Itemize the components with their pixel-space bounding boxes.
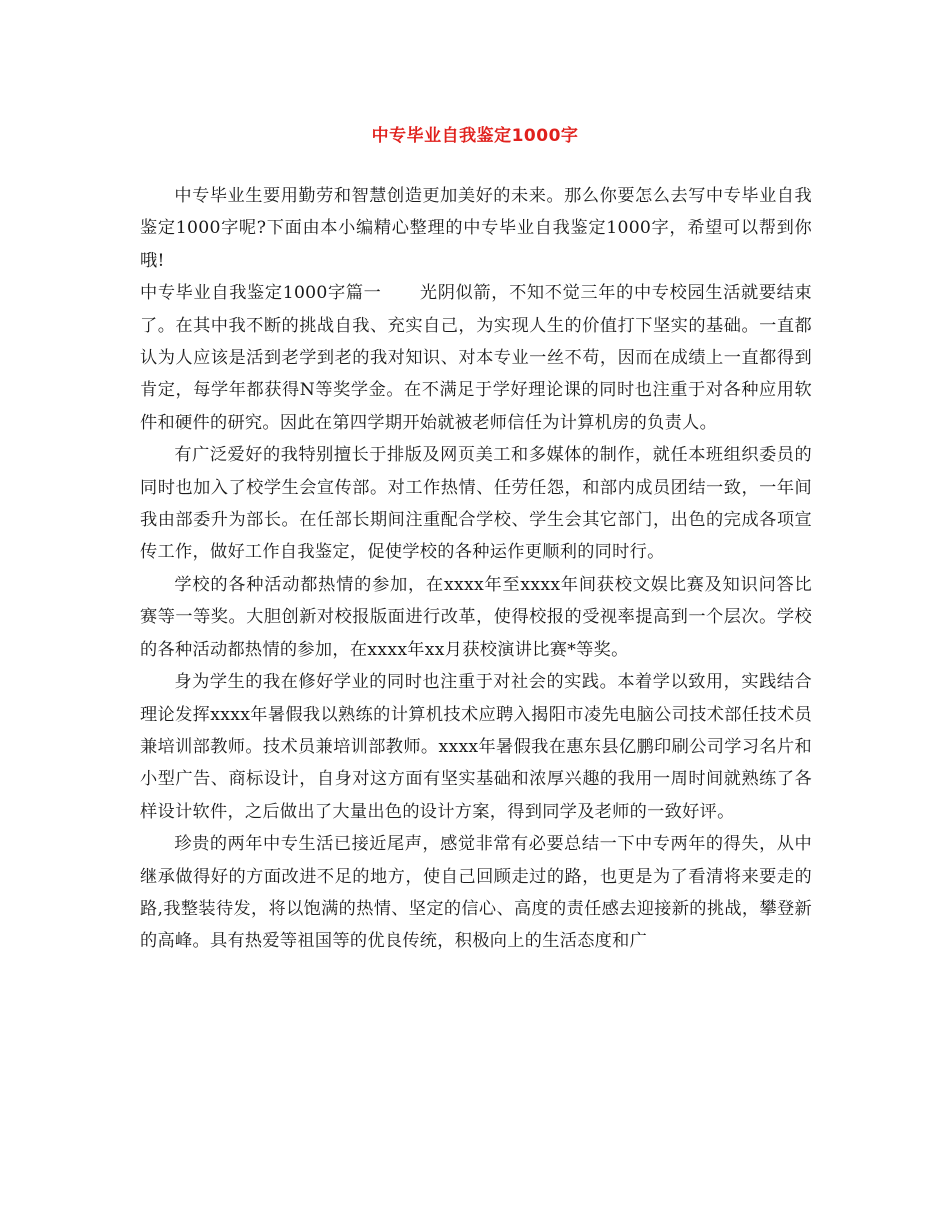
section-first-text: 光阴似箭，不知不觉三年的中专校园生活就要结束了。在其中我不断的挑战自我、充实自己，为实现人生的价值打下坚实的基础。一直都认为人应该是活到老学到老的我对知识、对本专业一丝不苟，因而在成绩上一直都得到肯定，每学年都获得N等奖学金。在不满足于学好理论课的同时也注重于对各种应用软件和硬件的研究。因此在第四学期开始就被老师信任为计算机房的负责人。 bbox=[140, 283, 812, 433]
page-title: 中专毕业自我鉴定1000字 bbox=[371, 126, 579, 146]
section-first-paragraph bbox=[140, 277, 812, 439]
intro-paragraph: 中专毕业生要用勤劳和智慧创造更加美好的未来。那么你要怎么去写中专毕业自我鉴定1000字呢?下面由本小编精心整理的中专毕业自我鉴定1000字，希望可以帮到你哦! bbox=[140, 186, 812, 271]
body-paragraph: 学校的各种活动都热情的参加，在xxxx年至xxxx年间获校文娱比赛及知识问答比赛等一等奖。大胆创新对校报版面进行改革，使得校报的受视率提高到一个层次。学校的各种活动都热情的参加，在xxxx年xx月获校演讲比赛*等奖。 bbox=[140, 574, 812, 660]
section-heading: 中专毕业自我鉴定1000字篇一 bbox=[140, 283, 382, 304]
body-paragraph: 身为学生的我在修好学业的同时也注重于对社会的实践。本着学以致用，实践结合理论发挥xxxx年暑假我以熟练的计算机技术应聘入揭阳市凌先电脑公司技术部任技术员兼培训部教师。技术员兼培训部教师。xxxx年暑假我在惠东县亿鹏印刷公司学习名片和小型广告、商标设计，自身对这方面有坚实基础和浓厚兴趣的我用一周时间就熟练了各样设计软件，之后做出了大量出色的设计方案，得到同学及老师的一致好评。 bbox=[140, 672, 812, 822]
document-body bbox=[140, 180, 812, 958]
body-paragraph: 有广泛爱好的我特别擅长于排版及网页美工和多媒体的制作，就任本班组织委员的同时也加入了校学生会宣传部。对工作热情、任劳任怨，和部内成员团结一致，一年间我由部委升为部长。在任部长期间注重配合学校、学生会其它部门，出色的完成各项宣传工作，做好工作自我鉴定，促使学校的各种运作更顺利的同时行。 bbox=[140, 445, 812, 563]
body-paragraph: 珍贵的两年中专生活已接近尾声，感觉非常有必要总结一下中专两年的得失，从中继承做得好的方面改进不足的地方，使自己回顾走过的路，也更是为了看清将来要走的路,我整装待发，将以饱满的热情、坚定的信心、高度的责任感去迎接新的挑战，攀登新的高峰。具有热爱等祖国等的优良传统，积极向上的生活态度和广 bbox=[140, 834, 812, 952]
